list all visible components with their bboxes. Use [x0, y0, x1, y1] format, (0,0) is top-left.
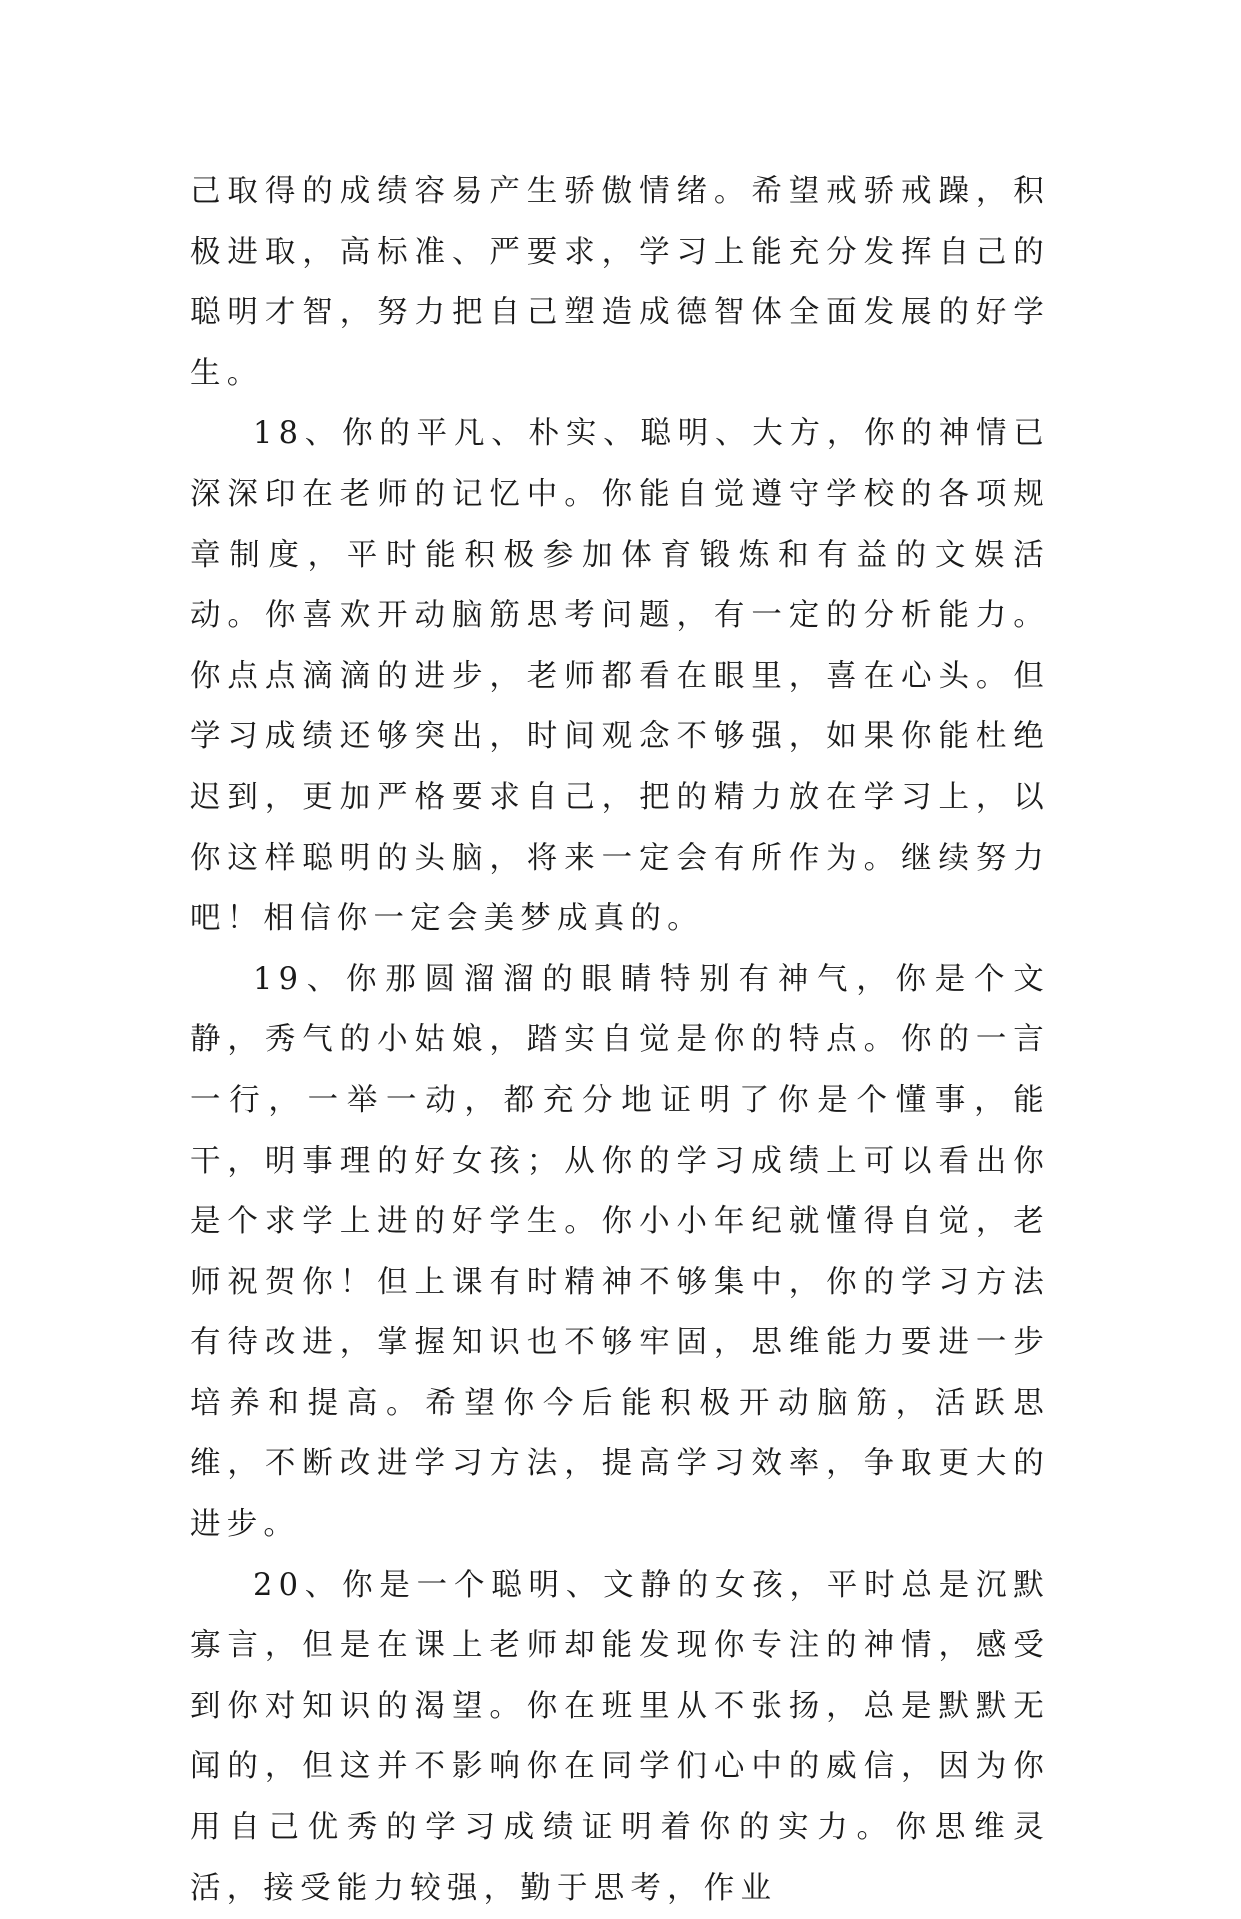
- paragraph-19: 19、你那圆溜溜的眼睛特别有神气，你是个文静，秀气的小姑娘，踏实自觉是你的特点。你的一言一行，一举一动，都充分地证明了你是个懂事，能干，明事理的好女孩；从你的学习成绩上可以看出你是个求学上进的好学生。你小小年纪就懂得自觉，老师祝贺你！但上课有时精神不够集中，你的学习方法有待改进，掌握知识也不够牢固，思维能力要进一步培养和提高。希望你今后能积极开动脑筋，活跃思维，不断改进学习方法，提高学习效率，争取更大的进步。: [190, 961, 1050, 1543]
- paragraph-18: 18、你的平凡、朴实、聪明、大方，你的神情已深深印在老师的记忆中。你能自觉遵守学校的各项规章制度，平时能积极参加体育锻炼和有益的文娱活动。你喜欢开动脑筋思考问题，有一定的分析能力。你点点滴滴的进步，老师都看在眼里，喜在心头。但学习成绩还够突出，时间观念不够强，如果你能杜绝迟到，更加严格要求自己，把的精力放在学习上，以你这样聪明的头脑，将来一定会有所作为。继续努力吧！相信你一定会美梦成真的。: [190, 416, 1050, 937]
- document-body: [190, 162, 1050, 1919]
- paragraph-17-continuation: 己取得的成绩容易产生骄傲情绪。希望戒骄戒躁，积极进取，高标准、严要求，学习上能充分发挥自己的聪明才智，努力把自己塑造成德智体全面发展的好学生。: [190, 174, 1050, 391]
- paragraph-20: 20、你是一个聪明、文静的女孩，平时总是沉默寡言，但是在课上老师却能发现你专注的神情，感受到你对知识的渴望。你在班里从不张扬，总是默默无闻的，但这并不影响你在同学们心中的威信，因为你用自己优秀的学习成绩证明着你的实力。你思维灵活，接受能力较强，勤于思考，作业: [190, 1567, 1050, 1906]
